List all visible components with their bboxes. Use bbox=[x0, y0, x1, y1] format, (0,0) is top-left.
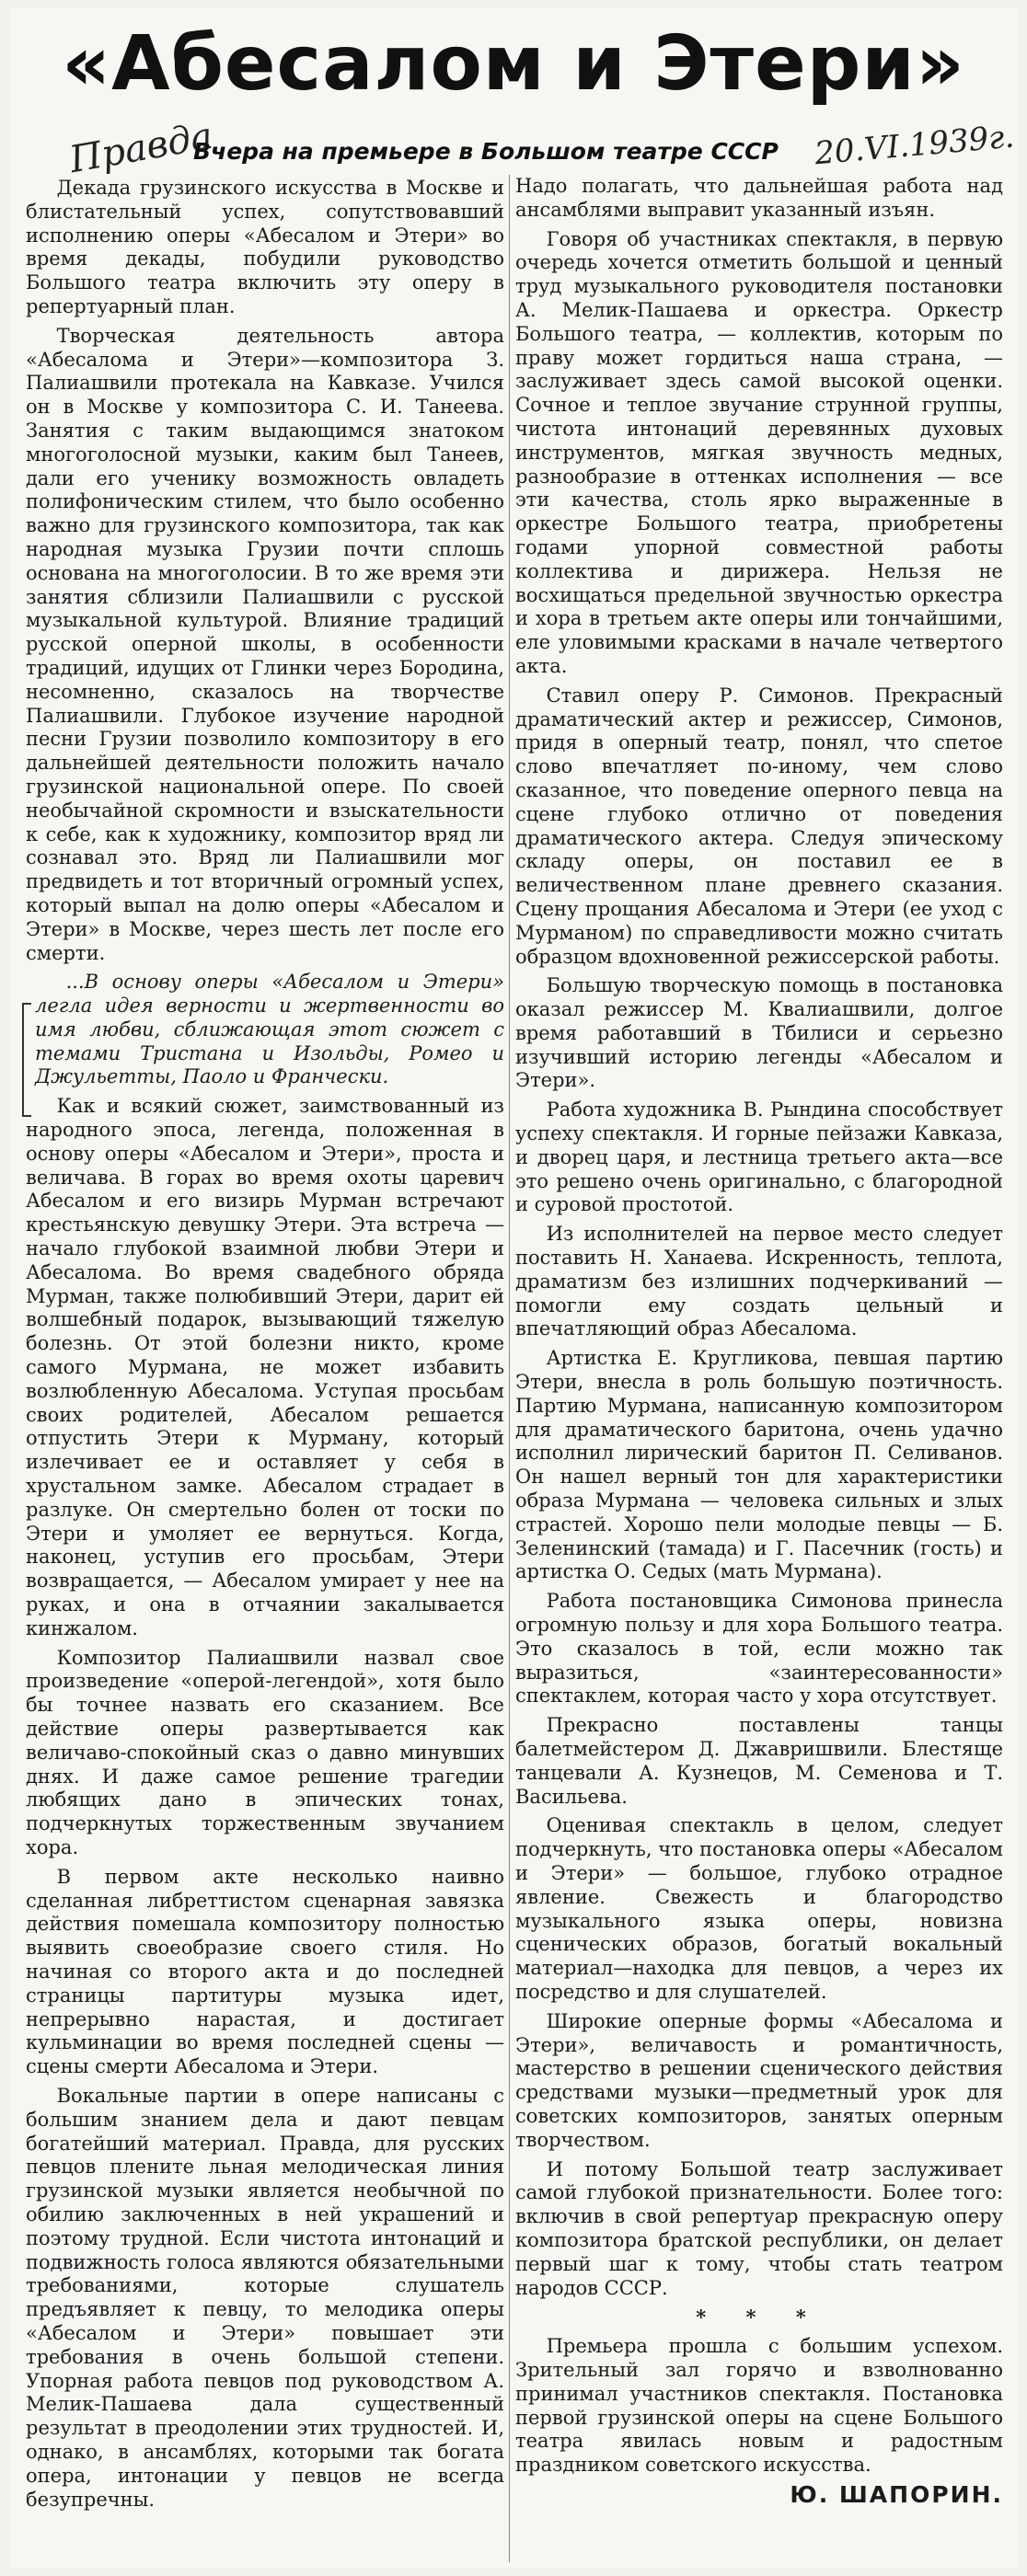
paragraph: Прекрасно поставлены танцы балетмейстером Д. Джавришвили. Блестяще танцевали А. Кузнецов, М. Семенова и Т. Васильева. bbox=[515, 1714, 1003, 1808]
paragraph: Вокальные партии в опере написаны с большим знанием дела и дают певцам богатейший материал. Правда, для русских певцов плените льная мелодическая линия грузинской музыки является необычной по обилию заключенных в ней украшений и поэтому трудной. Если чистота интонаций и подвижность голоса являются обязательными требованиями, которые слушатель предъявляет к певцу, то мелодика оперы «Абесалом и Этери» повышает эти требования в очень большой степени. Упорная работа певцов под руководством А. Мелик-Пашаева дала существенный результат в преодолении этих трудностей. И, однако, в ансамблях, которыми так богата опера, интонации у певцов не всегда безупречны. bbox=[26, 2084, 504, 2511]
paragraph: Артистка Е. Кругликова, певшая партию Этери, внесла в роль большую поэтичность. Партию Мурмана, написанную композитором для драматического баритона, очень удачно исполнил лирический баритон П. Селиванов. Он нашел верный тон для характеристики образа Мурмана — человека сильных и злых страстей. Хорошо пели молодые певцы — Б. Зеленинский (тамада) и Г. Пасечник (гость) и артистка О. Седых (мать Мурмана). bbox=[515, 1347, 1003, 1583]
paragraph: Творческая деятельность автора «Абесалома и Этери»—композитора З. Палиашвили протекала на Кавказе. Учился он в Москве у композитора С. И. Танеева. Занятия с таким выдающимся знатоком многоголосной музыки, каким был Танеев, дали его ученику возможность овладеть полифоническим стилем, что было особенно важно для грузинского композитора, так как народная музыка Грузии почти сплошь основана на многоголосии. В то же время эти занятия сблизили Палиашвили с русской музыкальной культурой. Влияние традиций русской оперной школы, в особенности традиций, идущих от Глинки через Бородина, несомненно, сказалось на творчестве Палиашвили. Глубокое изучение народной песни Грузии позволило композитору в его дальнейшей деятельности положить начало грузинской национальной опере. По своей необычайной скромности и взыскательности к себе, как к художнику, композитор вряд ли сознавал это. Вряд ли Палиашвили мог предвидеть и тот вторичный огромный успех, который выпал на долю оперы «Абесалом и Этери» в Москве, через шесть лет после его смерти. bbox=[26, 324, 504, 964]
article-title: «Абесалом и Этери» bbox=[62, 20, 965, 108]
article-subtitle: Вчера на премьере в Большом театре СССР bbox=[193, 138, 779, 165]
paragraph: В первом акте несколько наивно сделанная либреттистом сценарная завязка действия помешала композитору полностью выявить своеобразие своего стиля. Но начиная со второго акта и до последней страницы партитуры музыка идет, непрерывно нарастая, и достигает кульминации во время последней сцены — сцены смерти Абесалома и Этери. bbox=[26, 1865, 504, 2078]
handwritten-date-note: 20.VI.1939г. bbox=[813, 118, 1016, 173]
paragraph: Надо полагать, что дальнейшая работа над ансамблями выправит указанный изъян. bbox=[515, 175, 1003, 221]
paragraph: Работа художника В. Рындина способствует успеху спектакля. И горные пейзажи Кавказа, и дворец царя, и лестница третьего акта—все это решено очень оригинально, с благородной и суровой простотой. bbox=[515, 1098, 1003, 1216]
paragraph: Работа постановщика Симонова принесла огромную пользу и для хора Большого театра. Это сказалось в той, если можно так выразиться, «заинтересованности» спектаклем, которая часто у хора отсутствует. bbox=[515, 1590, 1003, 1708]
column-divider bbox=[509, 175, 510, 2562]
paragraph: Ставил оперу Р. Симонов. Прекрасный драматический актер и режиссер, Симонов, придя в оперный театр, понял, что спетое слово впечатляет по-иному, чем слово сказанное, что поведение оперного певца на сцене глубоко отлично от поведения драматического актера. Следуя эпическому складу оперы, он поставил ее в величественном плане древнего сказания. Сцену прощания Абесалома и Этери (ее уход с Мурманом) по справедливости можно считать образцом вдохновенной режиссерской работы. bbox=[515, 684, 1003, 968]
paragraph: Композитор Палиашвили назвал свое произведение «оперой-легендой», хотя было бы точнее назвать его сказанием. Все действие оперы развертывается как величаво-спокойный сказ о давно минувших днях. И даже самое решение трагедии любящих дано в эпических тонах, подчеркнутых торжественным звучанием хора. bbox=[26, 1646, 504, 1858]
paragraph: Декада грузинского искусства в Москве и блистательный успех, сопутствовавший исполнению оперы «Абесалом и Этери» во время декады, побудили руководство Большого театра включить эту оперу в репертуарный план. bbox=[26, 177, 504, 317]
article-column-left bbox=[26, 177, 504, 2517]
paragraph: Премьера прошла с большим успехом. Зрительный зал горячо и взволнованно принимал участников спектакля. Постановка первой грузинской оперы на сцене Большого театра явилась новым и радостным праздником советского искусства. bbox=[515, 2335, 1003, 2477]
paragraph: Широкие оперные формы «Абесалома и Этери», величавость и романтичность, мастерство в решении сценического действия средствами музыки—предметный урок для советских композиторов, занятых оперным творчеством. bbox=[515, 2009, 1003, 2151]
paragraph: Оценивая спектакль в целом, следует подчеркнуть, что постановка оперы «Абесалом и Этери» — большое, глубоко отрадное явление. Свежесть и благородство музыкального языка оперы, новизна сценических образов, богатый вокальный материал—находка для певцов, а через их посредство и для слушателей. bbox=[515, 1814, 1003, 2003]
paragraph: Большую творческую помощь в постановка оказал режиссер М. Квалиашвили, долгое время работавший в Тбилиси и серьезно изучивший историю легенды «Абесалом и Этери». bbox=[515, 974, 1003, 1092]
section-separator: * * * bbox=[696, 2306, 823, 2329]
paragraph: И потому Большой театр заслуживает самой глубокой признательности. Более того: включив в свой репертуар прекрасную оперу композитора братской республики, он делает первый шаг к тому, чтобы стать театром народов СССР. bbox=[515, 2157, 1003, 2299]
handwritten-source-note: Правда bbox=[66, 114, 216, 182]
author-signature: Ю. ШАПОРИН. bbox=[790, 2480, 1003, 2508]
paragraph: Из исполнителей на первое место следует поставить Н. Ханаева. Искренность, теплота, драматизм без излишних подчеркиваний — помогли ему создать цельный и впечатляющий образ Абесалома. bbox=[515, 1223, 1003, 1340]
paragraph: Говоря об участниках спектакля, в первую очередь хочется отметить большой и ценный труд музыкального руководителя постановки А. Мелик-Пашаева и оркестра. Оркестр Большого театра, — коллектив, которым по праву может гордиться наша страна, — заслуживает здесь самой высокой оценки. Сочное и теплое звучание струнной группы, чистота интонаций деревянных духовых инструментов, мягкая звучность медных, разнообразие в оттенках исполнения — все эти качества, столь ярко выраженные в оркестре Большого театра, приобретены годами упорной совместной работы коллектива и дирижера. Нельзя не восхищаться предельной звучностью оркестра и хора в третьем акте оперы или тончайшими, еле уловимыми красками в начале четвертого акта. bbox=[515, 227, 1003, 677]
paragraph-quote: ...В основу оперы «Абесалом и Этери» легла идея верности и жертвенности во имя любви, сближающая этот сюжет с темами Тристана и Изольды, Ромео и Джульетты, Паоло и Франчески. bbox=[35, 971, 504, 1088]
article-column-right bbox=[515, 175, 1003, 2513]
paragraph: Как и всякий сюжет, заимствованный из народного эпоса, легенда, положенная в основу оперы «Абесалом и Этери», проста и величава. В горах во время охоты царевич Абесалом и его визирь Мурман встречают крестьянскую девушку Этери. Эта встреча — начало глубокой взаимной любви Этери и Абесалома. Во время свадебного обряда Мурман, также полюбивший Этери, дарит ей волшебный подарок, вызывающий тяжелую болезнь. От этой болезни никто, кроме самого Мурмана, не может избавить возлюбленную Абесалома. Уступая просьбам своих родителей, Абесалом решается отпустить Этери к Мурману, который излечивает ее и оставляет у себя в хрустальном замке. Абесалом страдает в разлуке. Он смертельно болен от тоски по Этери и умоляет ее вернуться. Когда, наконец, уступив его просьбам, Этери возвращается, — Абесалом умирает у нее на руках, и она в отчаянии закалывается кинжалом. bbox=[26, 1095, 504, 1639]
